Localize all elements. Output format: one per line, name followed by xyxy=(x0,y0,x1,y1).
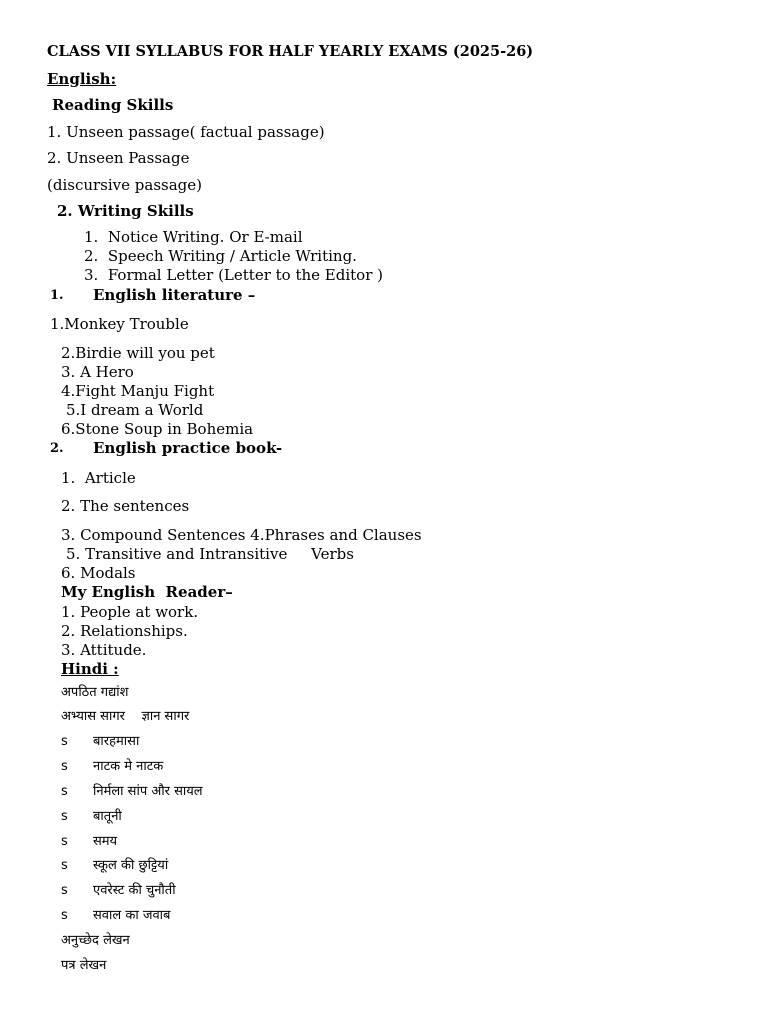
literature-heading: English literature – xyxy=(93,286,256,304)
hindi-item: निर्मला सांप और सायल xyxy=(93,784,203,799)
hindi-bullet: s xyxy=(61,908,68,923)
hindi-item: बारहमासा xyxy=(93,734,140,749)
reader-item: 1. People at work. xyxy=(61,603,199,621)
writing-skills-heading: 2. Writing Skills xyxy=(57,202,194,220)
hindi-line: अपठित गद्यांश xyxy=(61,685,129,700)
hindi-bullet: s xyxy=(61,858,68,873)
hindi-item: स्कूल की छुट्टियां xyxy=(93,858,169,873)
literature-item: 5.I dream a World xyxy=(66,401,204,419)
practice-book-heading: English practice book- xyxy=(93,439,283,457)
practice-item: 3. Compound Sentences 4.Phrases and Clauses xyxy=(61,526,422,544)
writing-item: 1. Notice Writing. Or E-mail xyxy=(84,228,303,246)
writing-item: 3. Formal Letter (Letter to the Editor ) xyxy=(84,266,383,284)
hindi-bullet: s xyxy=(61,784,68,799)
reader-heading: My English Reader– xyxy=(61,583,233,601)
hindi-item: समय xyxy=(93,834,118,849)
reading-item: 1. Unseen passage( factual passage) xyxy=(47,123,325,141)
hindi-item: नाटक मे नाटक xyxy=(93,759,164,774)
literature-item: 3. A Hero xyxy=(61,363,134,381)
hindi-item: सवाल का जवाब xyxy=(93,908,171,923)
english-heading: English: xyxy=(47,70,117,88)
hindi-bullet: s xyxy=(61,883,68,898)
hindi-heading: Hindi : xyxy=(61,660,119,678)
hindi-bullet: s xyxy=(61,759,68,774)
practice-item: 2. The sentences xyxy=(61,497,190,515)
reader-item: 3. Attitude. xyxy=(61,641,147,659)
hindi-line: पत्र लेखन xyxy=(61,958,107,973)
reading-item: (discursive passage) xyxy=(47,176,203,194)
reading-skills-heading: Reading Skills xyxy=(52,96,174,114)
practice-number: 2. xyxy=(50,441,64,456)
literature-item: 2.Birdie will you pet xyxy=(61,344,215,362)
practice-item: 5. Transitive and Intransitive Verbs xyxy=(66,545,354,563)
hindi-line: अभ्यास सागर ज्ञान सागर xyxy=(61,709,190,724)
hindi-item: एवरेस्ट की चुनौती xyxy=(93,883,176,898)
literature-item: 4.Fight Manju Fight xyxy=(61,382,215,400)
literature-item: 6.Stone Soup in Bohemia xyxy=(61,420,254,438)
reader-item: 2. Relationships. xyxy=(61,622,188,640)
literature-number: 1. xyxy=(50,288,64,303)
hindi-bullet: s xyxy=(61,809,68,824)
document-title: CLASS VII SYLLABUS FOR HALF YEARLY EXAMS (2025-26) xyxy=(47,43,534,60)
practice-item: 1. Article xyxy=(61,469,136,487)
hindi-bullet: s xyxy=(61,734,68,749)
hindi-bullet: s xyxy=(61,834,68,849)
hindi-line: अनुच्छेद लेखन xyxy=(61,933,130,948)
hindi-item: बातूनी xyxy=(93,809,122,824)
writing-item: 2. Speech Writing / Article Writing. xyxy=(84,247,357,265)
practice-item: 6. Modals xyxy=(61,564,136,582)
reading-item: 2. Unseen Passage xyxy=(47,149,190,167)
literature-item: 1.Monkey Trouble xyxy=(50,315,189,333)
